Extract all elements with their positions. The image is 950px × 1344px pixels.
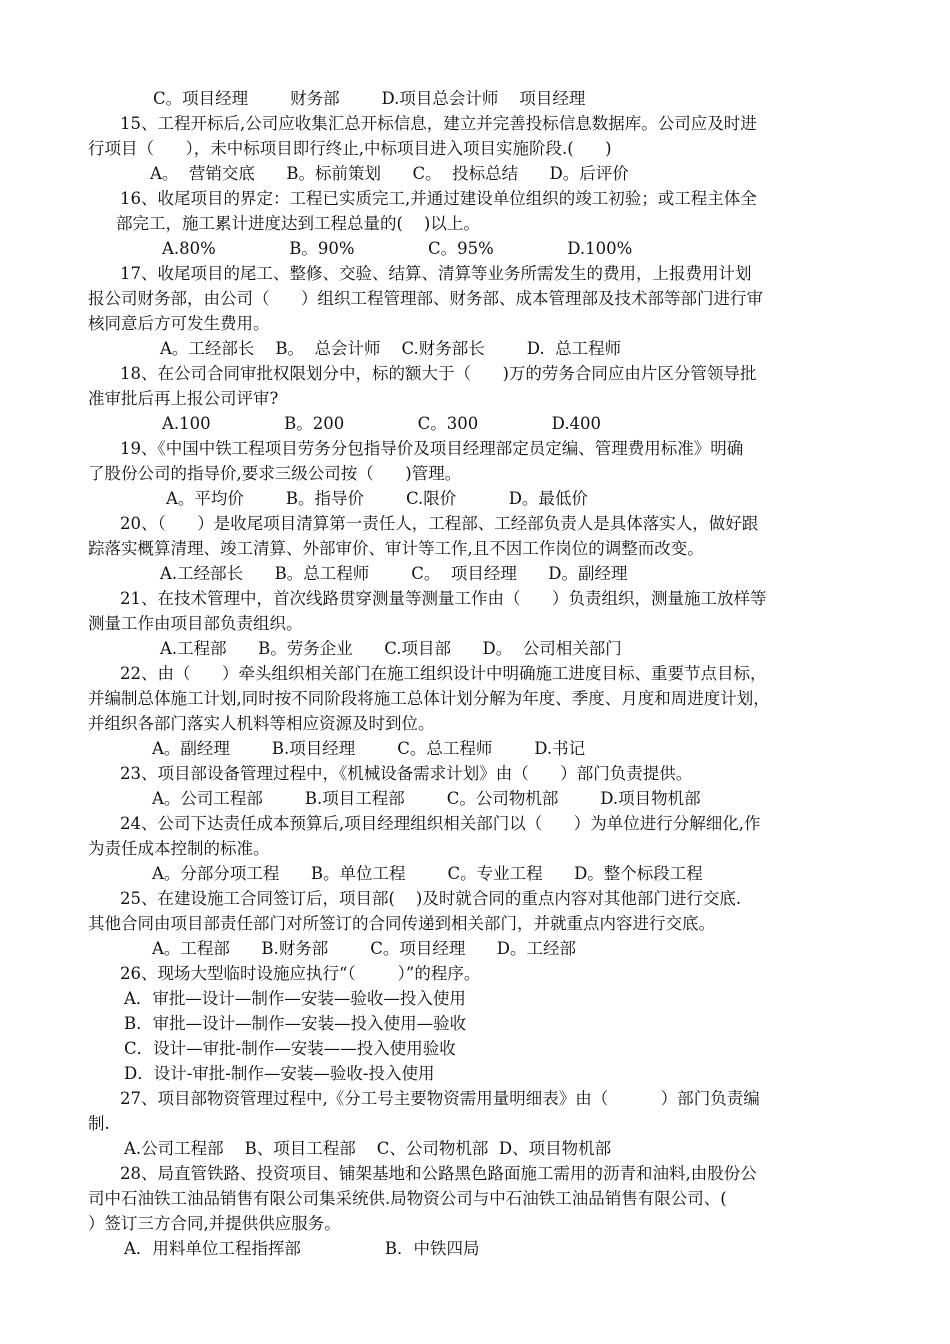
- q27-text-line1: 27、项目部物资管理过程中,《分工号主要物资需用量明细表》由（ ）部门负责编: [120, 1089, 760, 1108]
- q27-text-line2: 制.: [88, 1114, 110, 1133]
- q26-option-c: C．设计—审批-制作—安装——投入使用验收: [124, 1039, 456, 1058]
- q19-options: A。平均价 B。指导价 C.限价 D。最低价: [166, 489, 588, 508]
- q24-text-line1: 24、公司下达责任成本预算后,项目经理组织相关部门以（ ）为单位进行分解细化,作: [120, 814, 761, 833]
- q26-option-a: A．审批—设计—制作—安装—验收—投入使用: [124, 989, 466, 1008]
- q28-text-line3: ）签订三方合同,并提供供应服务。: [88, 1214, 341, 1233]
- q25-options: A。工程部 B.财务部 C。项目经理 D。工经部: [152, 939, 577, 958]
- q17-text-line2: 报公司财务部，由公司（ ）组织工程管理部、财务部、成本管理部及技术部等部门进行审: [88, 289, 763, 308]
- q15-text-line1: 15、工程开标后,公司应收集汇总开标信息，建立并完善投标信息数据库。公司应及时进: [120, 114, 757, 133]
- q26-text-line1: 26、现场大型临时设施应执行“（ ）”的程序。: [120, 964, 481, 983]
- q17-text-line3: 核同意后方可发生费用。: [88, 314, 270, 333]
- q25-text-line2: 其他合同由项目部责任部门对所签订的合同传递到相关部门，并就重点内容进行交底。: [88, 914, 715, 933]
- q28-text-line2: 司中石油铁工油品销售有限公司集采统供.局物资公司与中石油铁工油品销售有限公司、(: [88, 1189, 727, 1208]
- q20-text-line2: 踪落实概算清理、竣工清算、外部审价、审计等工作,且不因工作岗位的调整而改变。: [88, 539, 704, 558]
- q26-option-b: B．审批—设计—制作—安装—投入使用—验收: [124, 1014, 467, 1033]
- q21-text-line1: 21、在技术管理中，首次线路贯穿测量等测量工作由（ ）负责组织，测量施工放样等: [120, 589, 767, 608]
- q21-options: A.工程部 B。劳务企业 C.项目部 D。 公司相关部门: [160, 639, 622, 658]
- q22-text-line2: 并编制总体施工计划,同时按不同阶段将施工总体计划分解为年度、季度、月度和周进度计划，: [88, 689, 770, 708]
- q18-text-line1: 18、在公司合同审批权限划分中，标的额大于（ )万的劳务合同应由片区分管领导批: [120, 364, 757, 383]
- q15-text-line2: 行项目（ ），未中标项目即行终止,中标项目进入项目实施阶段.( ): [88, 139, 612, 158]
- q14-options-cont: C。项目经理 财务部 D.项目总会计师 项目经理: [153, 89, 586, 108]
- q23-text-line1: 23、项目部设备管理过程中，《机械设备需求计划》由（ ）部门负责提供。: [120, 764, 693, 783]
- q19-text-line1: 19、《中国中铁工程项目劳务分包指导价及项目经理部定员定编、管理费用标准》明确: [120, 439, 744, 458]
- q22-text-line1: 22、由（ ）牵头组织相关部门在施工组织设计中明确施工进度目标、重要节点目标，: [120, 664, 767, 683]
- q19-text-line2: 了股份公司的指导价,要求三级公司按（ )管理。: [88, 464, 462, 483]
- q20-options: A.工经部长 B。总工程师 C。 项目经理 D。副经理: [160, 564, 628, 583]
- q18-text-line2: 准审批后再上报公司评审?: [88, 389, 279, 408]
- q22-text-line3: 并组织各部门落实人机料等相应资源及时到位。: [88, 714, 435, 733]
- q16-text-line2: 部完工，施工累计进度达到工程总量的( )以上。: [116, 214, 480, 233]
- q18-options: A.100 B。200 C。300 D.400: [162, 414, 602, 433]
- q20-text-line1: 20、（ ）是收尾项目清算第一责任人，工程部、工经部负责人是具体落实人，做好跟: [120, 514, 759, 533]
- q17-text-line1: 17、收尾项目的尾工、整修、交验、结算、清算等业务所需发生的费用，上报费用计划: [120, 264, 752, 283]
- q27-options: A.公司工程部 B、项目工程部 C、公司物机部 D、项目物机部: [124, 1139, 612, 1158]
- q22-options: A。副经理 B.项目经理 C。总工程师 D.书记: [152, 739, 586, 758]
- q16-options: A.80% B。90% C。95% D.100%: [162, 239, 633, 258]
- q25-text-line1: 25、在建设施工合同签订后，项目部( )及时就合同的重点内容对其他部门进行交底.: [120, 889, 742, 908]
- q28-options: A．用料单位工程指挥部 B．中铁四局: [124, 1239, 480, 1258]
- q28-text-line1: 28、局直管铁路、投资项目、铺架基地和公路黑色路面施工需用的沥青和油料,由股份公: [120, 1164, 757, 1183]
- q17-options: A。工经部长 B。 总会计师 C.财务部长 D. 总工程师: [160, 339, 622, 358]
- q21-text-line2: 测量工作由项目部负责组织。: [88, 614, 303, 633]
- q24-text-line2: 为责任成本控制的标准。: [88, 839, 270, 858]
- q23-options: A。公司工程部 B.项目工程部 C。公司物机部 D.项目物机部: [152, 789, 701, 808]
- q15-options: A。 营销交底 B。标前策划 C。 投标总结 D。后评价: [150, 164, 629, 183]
- q16-text-line1: 16、收尾项目的界定：工程已实质完工,并通过建设单位组织的竣工初验；或工程主体全: [120, 189, 757, 208]
- q26-option-d: D．设计-审批-制作—安装—验收-投入使用: [124, 1064, 435, 1083]
- q24-options: A。分部分项工程 B。单位工程 C。专业工程 D。整个标段工程: [152, 864, 703, 883]
